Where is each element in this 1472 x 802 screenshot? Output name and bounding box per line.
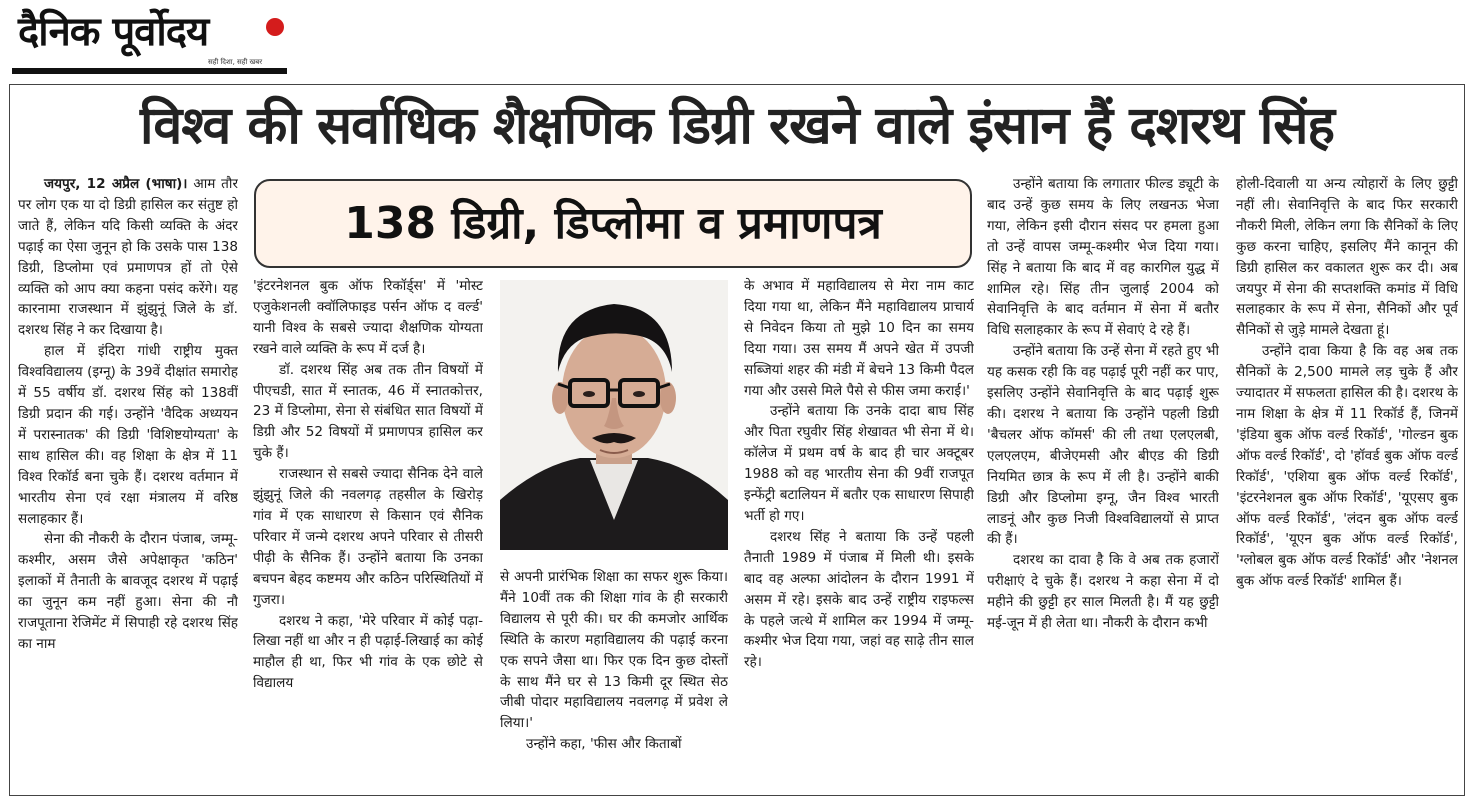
article-column-1 <box>18 174 238 790</box>
col3-paragraph-1: से अपनी प्रारंभिक शिक्षा का सफर शुरू किया। मैंने 10वीं तक की शिक्षा गांव के ही सरकारी विद्यालय से पूरी की। घर की कमजोर आर्थिक स्थिति के कारण महाविद्यालय की पढ़ाई करना एक सपने जैसा था। फिर एक दिन कुछ दोस्तों के साथ मैंने घर से 13 किमी दूर स्थित सेठ जीबी पोदार महाविद्यालय नवलगढ़ में प्रवेश ले लिया।' <box>500 569 728 732</box>
article-column-2 <box>253 276 483 790</box>
col4-paragraph-2: उन्होंने बताया कि उनके दादा बाघ सिंह और पिता रघुवीर सिंह शेखावत भी सेना में थे। कॉलेज में प्रथम वर्ष के बाद ही चार अक्टूबर 1988 को वह भारतीय सेना की 9वीं राजपूत इन्फेंट्री बटालियन में बतौर एक साधारण सिपाही भर्ती हो गए। <box>744 403 974 524</box>
article-subheadline: 138 डिग्री, डिप्लोमा व प्रमाणपत्र <box>254 179 972 268</box>
article-headline: विश्व की सर्वाधिक शैक्षणिक डिग्री रखने वाले इंसान हैं दशरथ सिंह <box>139 96 1335 156</box>
col1-paragraph-2: हाल में इंदिरा गांधी राष्ट्रीय मुक्त विश्वविद्यालय (इग्नू) के 39वें दीक्षांत समारोह में 55 वर्षीय डॉ. दशरथ सिंह को 138वीं डिग्री प्रदान की गई। उन्होंने 'वैदिक अध्ययन में परास्नातक' की डिग्री 'विशिष्टयोग्यता' के साथ हासिल की। वह शिक्षा के क्षेत्र में 11 विश्व रिकॉर्ड बना चुके हैं। दशरथ वर्तमान में भारतीय सेना एवं रक्षा मंत्रालय में वरिष्ठ सलाहकार हैं। <box>18 343 238 527</box>
col1-paragraph-3: सेना की नौकरी के दौरान पंजाब, जम्मू-कश्मीर, असम जैसे अपेक्षाकृत 'कठिन' इलाकों में तैनाती के बावजूद दशरथ में पढ़ाई का जुनून कम नहीं हुआ। सेना की नौ राजपूताना रेजिमेंट में सिपाही रहे दशरथ सिंह का नाम <box>18 531 238 652</box>
article-column-5 <box>987 174 1219 790</box>
article-column-4 <box>744 276 974 790</box>
newspaper-logo: दैनिक पूर्वोदय <box>18 9 209 55</box>
col5-paragraph-1: उन्होंने बताया कि लगातार फील्ड ड्यूटी के बाद उन्हें कुछ समय के लिए लखनऊ भेजा गया, लेकिन इसी दौरान संसद पर हमला हुआ तो उन्हें वापस जम्मू-कश्मीर भेज दिया गया। सिंह ने बताया कि बाद में वह कारगिल युद्ध में शामिल रहे। सिंह तीन जुलाई 2004 को सेवानिवृत्ति के बाद वर्तमान में सेना में बतौर विधि सलाहकार के रूप में सेवाएं दे रहे हैं। <box>987 176 1219 339</box>
col1-paragraph-1: आम तौर पर लोग एक या दो डिग्री हासिल कर संतुष्ट हो जाते हैं, लेकिन यदि किसी व्यक्ति के अंदर पढ़ाई का ऐसा जुनून हो कि उसके पास 138 डिग्री, डिप्लोमा एवं प्रमाणपत्र हों तो ऐसे व्यक्ति को आप क्या कहना पसंद करेंगे। यह कारनामा राजस्थान में झुंझुनूं जिले के डॉ. दशरथ सिंह ने कर दिखाया है। <box>18 176 238 339</box>
masthead-tagline: सही दिशा, सही खबर <box>208 58 263 66</box>
article-column-6 <box>1236 174 1458 790</box>
col6-paragraph-1: होली-दिवाली या अन्य त्योहारों के लिए छुट्टी नहीं ली। सेवानिवृत्ति के बाद फिर सरकारी नौकरी मिली, लेकिन लगा कि सैनिकों के लिए कुछ करना चाहिए, इसलिए मैंने कानून की डिग्री हासिल कर वकालत शुरू कर दी। अब जयपुर में सेना की सप्तशक्ति कमांड में विधि सलाहकार के रूप में सेना, सैनिकों और पूर्व सैनिकों से जुड़े मामले देखता हूं। <box>1236 176 1458 339</box>
col2-paragraph-1: 'इंटरनेशनल बुक ऑफ रिकॉर्ड्स' में 'मोस्ट एजुकेशनली क्वॉलिफाइड पर्सन ऑफ द वर्ल्ड' यानी विश्व के सबसे ज्यादा शैक्षणिक योग्यता रखने वाले व्यक्ति के रूप में दर्ज है। <box>253 278 483 357</box>
col2-paragraph-2: डॉ. दशरथ सिंह अब तक तीन विषयों में पीएचडी, सात में स्नातक, 46 में स्नातकोत्तर, 23 में डिप्लोमा, सेना से संबंधित सात विषयों में डिग्री और 52 विषयों में प्रमाणपत्र हासिल कर चुके हैं। <box>253 361 483 462</box>
masthead <box>12 6 287 72</box>
article-column-3 <box>500 567 728 790</box>
col4-paragraph-3: दशरथ सिंह ने बताया कि उन्हें पहली तैनाती 1989 में पंजाब में मिली थी। इसके बाद वह अल्फा आंदोलन के दौरान 1991 में असम में रहे। इसके बाद उन्हें राष्ट्रीय राइफल्स के पहले जत्थे में शामिल कर 1994 में जम्मू-कश्मीर भेज दिया गया, जहां वह साढ़े तीन साल रहे। <box>744 528 974 671</box>
col5-paragraph-2: उन्होंने बताया कि उन्हें सेना में रहते हुए भी यह कसक रही कि वह पढ़ाई पूरी नहीं कर पाए, इसलिए उन्होंने सेवानिवृत्ति के बाद पढ़ाई शुरू की। दशरथ ने बताया कि उन्होंने पहली डिग्री 'बैचलर ऑफ कॉमर्स' की ली तथा एलएलबी, एलएलएम, बीजेएमसी और बीएड की डिग्री नियमित छात्र के रूप में ली है। उन्होंने बाकी डिग्री और डिप्लोमा इग्नू, जैन विश्व भारती लाडनूं और कुछ निजी विश्वविद्यालयों से प्राप्त की हैं। <box>987 343 1219 548</box>
portrait-illustration <box>500 280 728 550</box>
portrait-photo <box>500 280 728 550</box>
col6-paragraph-2: उन्होंने दावा किया है कि वह अब तक सैनिकों के 2,500 मामले लड़ चुके हैं और ज्यादातर में सफलता हासिल की है। दशरथ के नाम शिक्षा के क्षेत्र में 11 रिकॉर्ड हैं, जिनमें 'इंडिया बुक ऑफ वर्ल्ड रिकॉर्ड', 'गोल्डन बुक ऑफ वर्ल्ड रिकॉर्ड', दो 'हॉवर्ड बुक ऑफ वर्ल्ड रिकॉर्ड', 'एशिया बुक ऑफ वर्ल्ड रिकॉर्ड', 'इंटरनेशनल बुक ऑफ रिकॉर्ड', 'यूएसए बुक ऑफ वर्ल्ड रिकॉर्ड', 'लंदन बुक ऑफ वर्ल्ड रिकॉर्ड', 'यूएन बुक ऑफ वर्ल्ड रिकॉर्ड', 'ग्लोबल बुक ऑफ वर्ल्ड रिकॉर्ड' और 'नेशनल बुक ऑफ वर्ल्ड रिकॉर्ड' शामिल हैं। <box>1236 343 1458 590</box>
col3-paragraph-2: उन्होंने कहा, 'फीस और किताबों <box>526 736 682 753</box>
col2-paragraph-4: दशरथ ने कहा, 'मेरे परिवार में कोई पढ़ा-लिखा नहीं था और न ही पढ़ाई-लिखाई का कोई माहौल ही था, फिर भी गांव के एक छोटे से विद्यालय <box>253 612 483 692</box>
col2-paragraph-3: राजस्थान से सबसे ज्यादा सैनिक देने वाले झुंझुनूं जिले की नवलगढ़ तहसील के खिरोड़ गांव में एक साधारण से किसान एवं सैनिक परिवार में जन्मे दशरथ अपने परिवार से तीसरी पीढ़ी के सैनिक हैं। उन्होंने बताया कि उनका बचपन बेहद कष्टमय और कठिन परिस्थितियों में गुजरा। <box>253 466 483 608</box>
masthead-rule <box>12 68 287 74</box>
col5-paragraph-3: दशरथ का दावा है कि वे अब तक हजारों परीक्षाएं दे चुके हैं। दशरथ ने कहा सेना में दो महीने की छुट्टी हर साल मिलती है। मैं यह छुट्टी मई-जून में ही लेता था। नौकरी के दौरान कभी <box>987 552 1219 632</box>
article-dateline: जयपुर, 12 अप्रैल (भाषा)। <box>44 176 188 192</box>
col4-paragraph-1: के अभाव में महाविद्यालय से मेरा नाम काट दिया गया था, लेकिन मैंने महाविद्यालय प्राचार्य से निवेदन किया तो मुझे 10 दिन का समय दिया गया। उस समय मैं अपने खेत में उपजी सब्जियां शहर की मंडी में बेचने 13 किमी पैदल गया और उससे मिले पैसे से फीस जमा कराई।' <box>744 278 974 399</box>
logo-dot-icon <box>266 18 284 36</box>
